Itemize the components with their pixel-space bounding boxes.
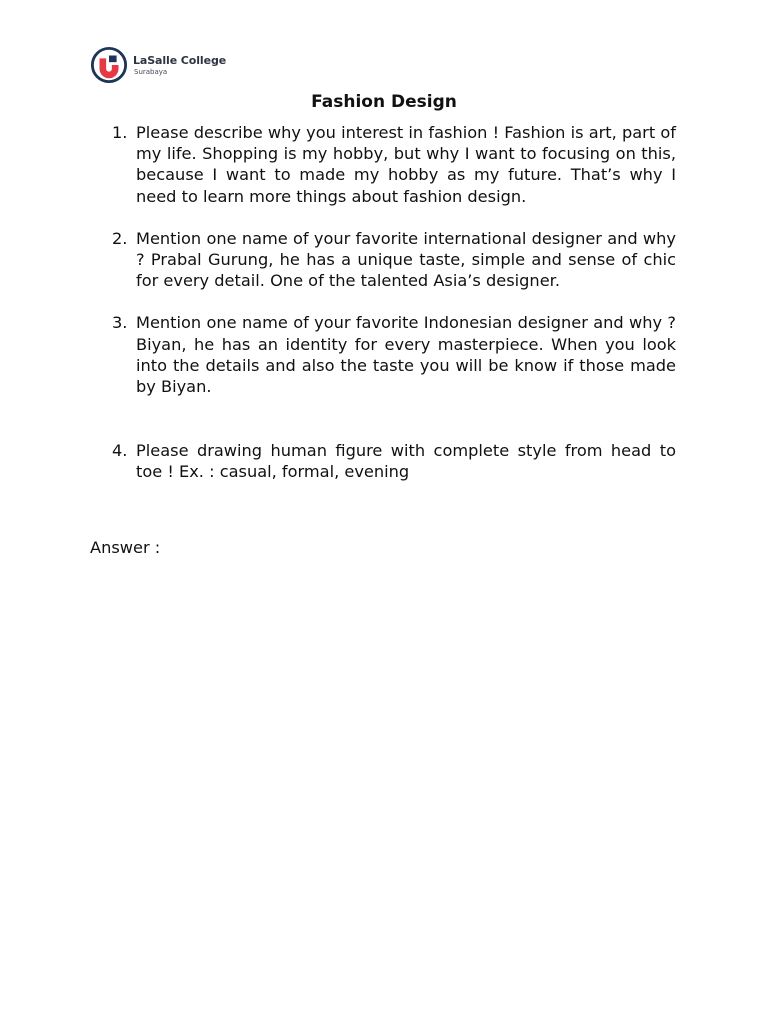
question-text: Mention one name of your favorite Indonesian designer and why ? Biyan, he has an identity for every masterpiece. When you look into the details and also the taste you will be know if those made by Biyan. (136, 313, 676, 397)
question-item-1 (108, 122, 676, 207)
question-text: Please describe why you interest in fashion ! Fashion is art, part of my life. Shopping is my hobby, but why I want to focusing on this, because I want to made my hobby as my future. That’s why I need to learn more things about fashion design. (136, 123, 676, 206)
question-number: 2. (112, 228, 128, 248)
answer-label: Answer : (90, 538, 161, 557)
question-list (108, 122, 676, 483)
logo-city-name: Surabaya (134, 67, 168, 76)
question-number: 3. (112, 313, 128, 333)
question-text: Mention one name of your favorite international designer and why ? Prabal Gurung, he has a unique taste, simple and sense of chic for every detail. One of the talented Asia’s designer. (136, 228, 676, 291)
document-title: Fashion Design (311, 92, 457, 112)
question-item-2 (108, 228, 676, 292)
logo-college-name: LaSalle College (133, 53, 227, 67)
question-item-4 (108, 440, 676, 482)
question-text: Please drawing human figure with complete style from head to toe ! Ex. : casual, formal, evening (136, 441, 676, 482)
college-logo (90, 46, 226, 84)
question-number: 4. (112, 441, 128, 461)
lasalle-logo-icon (90, 46, 128, 84)
question-number: 1. (112, 123, 128, 142)
logo-text (133, 55, 226, 76)
question-item-3 (108, 312, 676, 397)
